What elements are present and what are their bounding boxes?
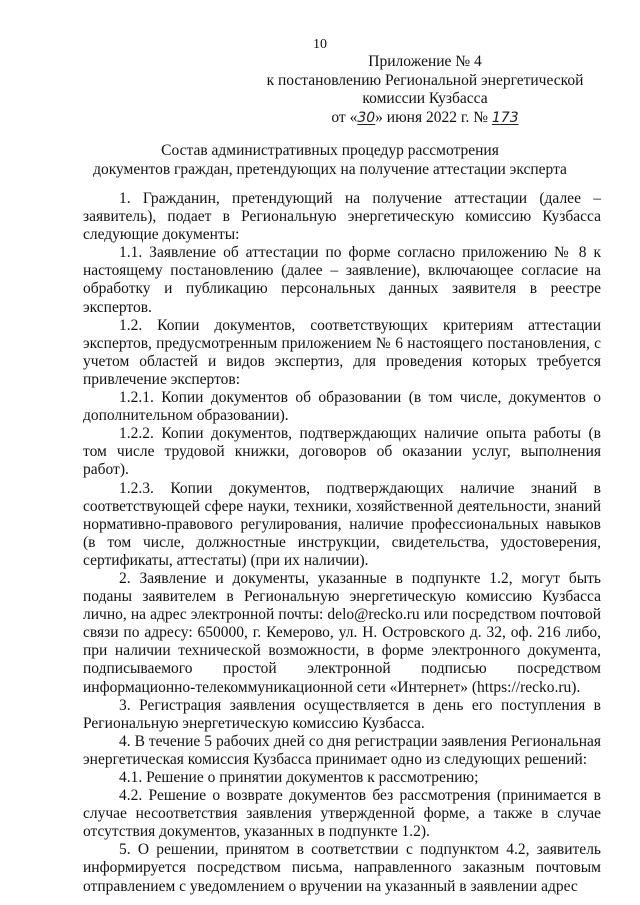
- document-body: [83, 190, 601, 896]
- paragraph: 1.1. Заявление об аттестации по форме согласно приложению № 8 к настоящему постановлению (далее – заявление), включающее согласие на обработку и публикацию персональных данных заявителя в реестре экспертов.: [83, 244, 601, 316]
- paragraph: 3. Регистрация заявления осуществляется в день его поступления в Региональную энергетическую комиссию Кузбасса.: [83, 696, 601, 732]
- handwritten-number: 173: [491, 109, 519, 126]
- paragraph: 4.2. Решение о возврате документов без рассмотрения (принимается в случае несоответствия заявления утвержденной форме, а также в случае отсутствия документов, указанных в подпункте 1.2).: [83, 787, 601, 841]
- appendix-title: Приложение № 4: [368, 53, 482, 70]
- paragraph: 1.2.3. Копии документов, подтверждающих наличие знаний в соответствующей сфере науки, техники, хозяйственной деятельности, знаний нормативно-правового регулирования, наличие профессиональных навыков (в том числе, должностные инструкции, свидетельства, удостоверения, сертификаты, аттестаты) (при их наличии).: [83, 479, 601, 569]
- title-line-1: Состав административных процедур рассмотрения: [161, 142, 499, 159]
- title-line-2: документов граждан, претендующих на получение аттестации эксперта: [93, 160, 567, 178]
- appendix-reference: к постановлению Региональной энергетической: [266, 71, 584, 89]
- date-prefix: от «: [331, 108, 358, 126]
- paragraph: 4.1. Решение о принятии документов к рассмотрению;: [119, 769, 479, 786]
- paragraph: 1. Гражданин, претендующий на получение аттестации (далее – заявитель), подает в Региональную энергетическую комиссию Кузбасса следующие документы:: [83, 190, 601, 244]
- page-number: 10: [313, 37, 327, 52]
- paragraph: 1.2.2. Копии документов, подтверждающих наличие опыта работы (в том числе трудовой книжки, договоров об оказании услуг, выполнения работ).: [83, 425, 601, 479]
- date-middle: » июня 2022 г. №: [375, 108, 492, 126]
- paragraph: 5. О решении, принятом в соответствии с подпунктом 4.2, заявитель информируется посредством письма, направленного заказным почтовым отправлением с уведомлением о вручении на указанный в заявлении адрес: [83, 841, 601, 895]
- appendix-issuer: комиссии Кузбасса: [362, 90, 488, 107]
- document-title: [60, 142, 600, 179]
- paragraph: 1.2.1. Копии документов об образовании (в том числе, документов о дополнительном образовании).: [83, 389, 601, 425]
- paragraph: 1.2. Копии документов, соответствующих критериям аттестации экспертов, предусмотренным приложением № 6 настоящего постановления, с учетом областей и видов экспертиз, для проведения которых требуется привлечение экспертов:: [83, 316, 601, 388]
- handwritten-day: 30: [357, 109, 376, 126]
- appendix-date-line: [260, 109, 590, 128]
- paragraph: 4. В течение 5 рабочих дней со дня регистрации заявления Региональная энергетическая комиссия Кузбасса принимает одно из следующих решений:: [83, 732, 601, 768]
- paragraph: 2. Заявление и документы, указанные в подпункте 1.2, могут быть поданы заявителем в Региональную энергетическую комиссию Кузбасса лично, на адрес электронной почты: delo@recko.ru или посредством почтовой связи по адресу: 650000, г. Кемерово, ул. Н. Островского д. 32, оф. 216 либо, при наличии технической возможности, в форме электронного документа, подписываемого простой электронной подписью посредством информационно-телекоммуникационной сети «Интернет» (https://recko.ru).: [83, 569, 601, 696]
- appendix-header: [260, 53, 590, 127]
